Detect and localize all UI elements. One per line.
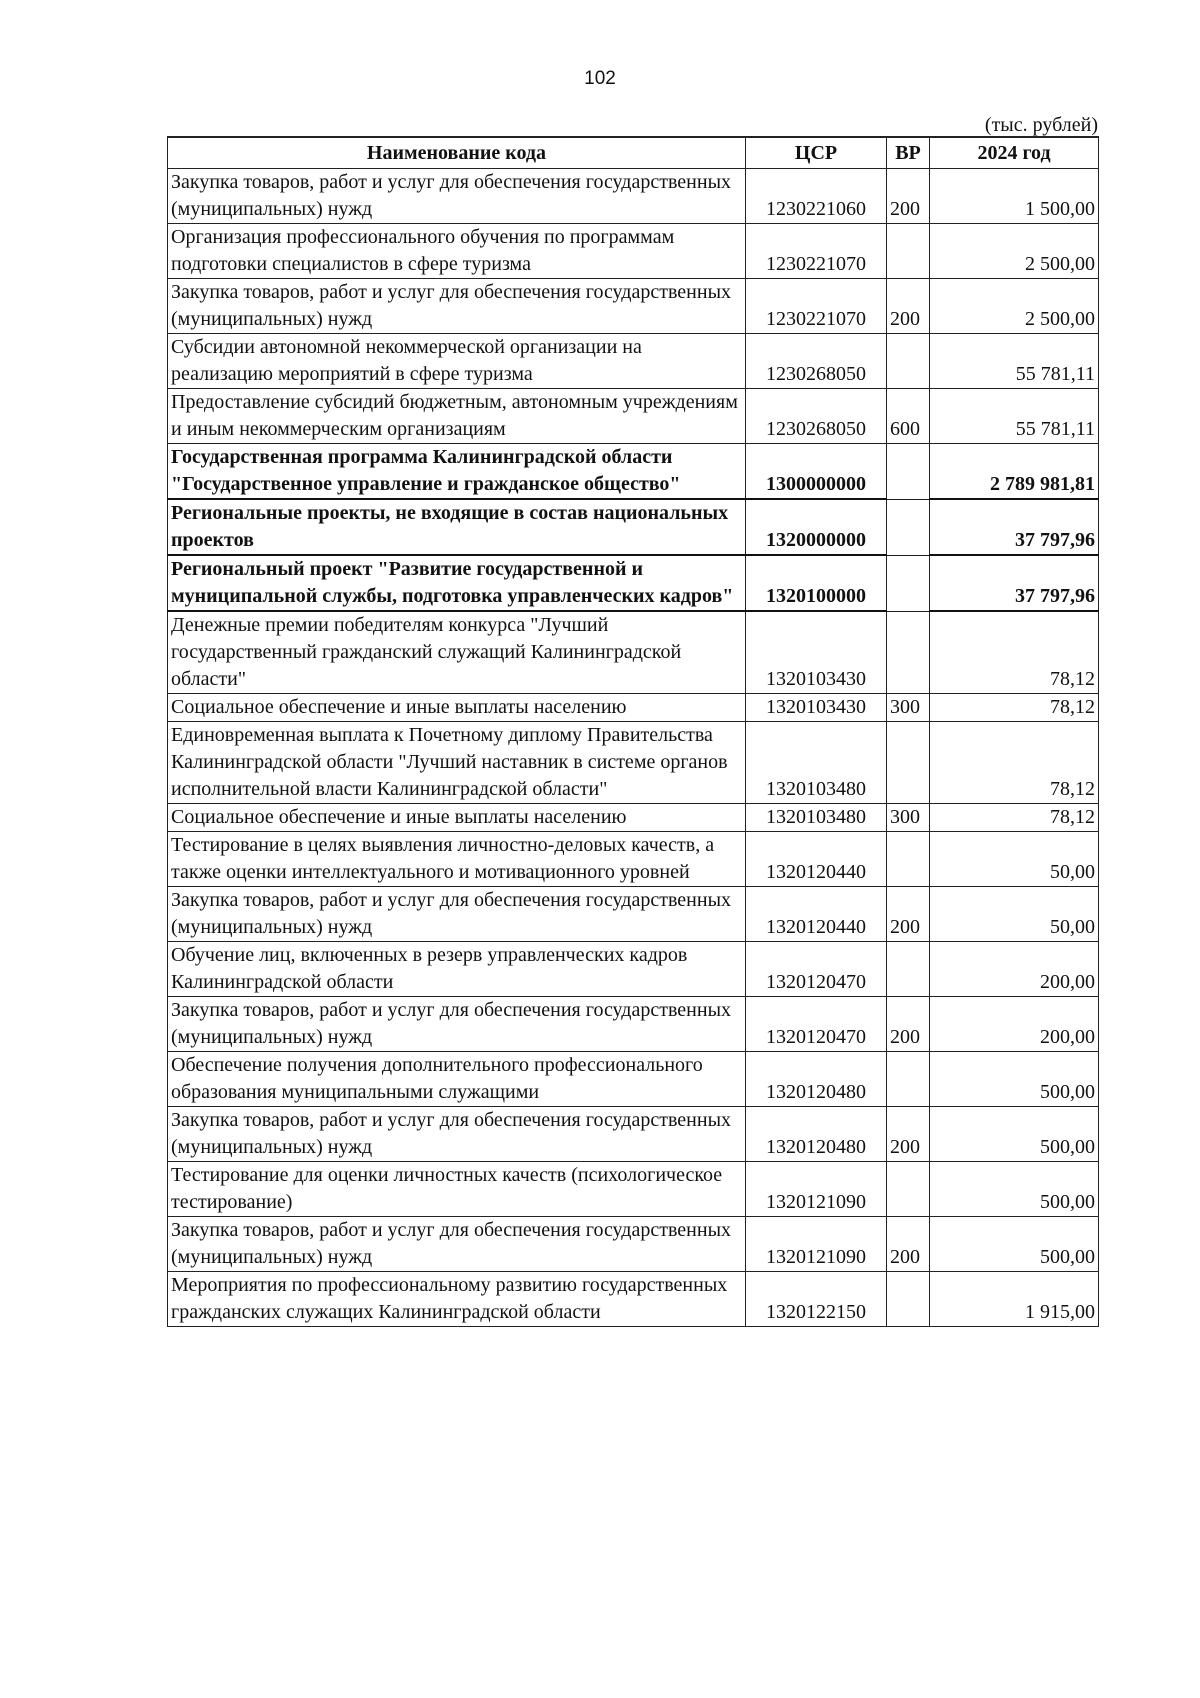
row-vr [887, 611, 930, 694]
row-sum: 500,00 [930, 1217, 1099, 1272]
row-sum: 500,00 [930, 1052, 1099, 1107]
row-sum: 1 500,00 [930, 169, 1099, 224]
row-vr: 300 [887, 694, 930, 722]
page-number: 102 [584, 68, 616, 89]
row-vr [887, 832, 930, 887]
row-sum: 50,00 [930, 887, 1099, 942]
row-vr: 300 [887, 804, 930, 832]
row-vr [887, 444, 930, 500]
row-sum: 200,00 [930, 942, 1099, 997]
row-sum: 2 789 981,81 [930, 444, 1099, 500]
header-name: Наименование кода [168, 137, 746, 169]
row-csr: 1230268050 [746, 389, 887, 444]
row-vr [887, 1052, 930, 1107]
row-csr: 1320000000 [746, 499, 887, 555]
row-vr: 200 [887, 887, 930, 942]
row-name: Закупка товаров, работ и услуг для обеспечения государственных (муниципальных) нужд [168, 279, 746, 334]
table-row [168, 722, 1099, 804]
row-name: Обучение лиц, включенных в резерв управленческих кадров Калининградской области [168, 942, 746, 997]
row-name: Региональные проекты, не входящие в состав национальных проектов [168, 499, 746, 555]
row-csr: 1320120470 [746, 942, 887, 997]
row-csr: 1320121090 [746, 1162, 887, 1217]
table-row [168, 997, 1099, 1052]
row-name: Закупка товаров, работ и услуг для обеспечения государственных (муниципальных) нужд [168, 169, 746, 224]
row-sum: 55 781,11 [930, 389, 1099, 444]
row-vr [887, 722, 930, 804]
row-csr: 1230221070 [746, 279, 887, 334]
row-vr: 200 [887, 1217, 930, 1272]
row-csr: 1320120470 [746, 997, 887, 1052]
row-vr [887, 555, 930, 611]
row-name: Денежные премии победителям конкурса "Лучший государственный гражданский служащий Калининградской области" [168, 611, 746, 694]
row-sum: 2 500,00 [930, 279, 1099, 334]
row-csr: 1230221070 [746, 224, 887, 279]
budget-table [167, 136, 1099, 1327]
table-row [168, 694, 1099, 722]
table-row [168, 1052, 1099, 1107]
row-sum: 78,12 [930, 722, 1099, 804]
row-csr: 1320103430 [746, 611, 887, 694]
header-csr: ЦСР [746, 137, 887, 169]
table-row [168, 1162, 1099, 1217]
table-row [168, 1107, 1099, 1162]
row-sum: 200,00 [930, 997, 1099, 1052]
table-row [168, 389, 1099, 444]
table-row [168, 1217, 1099, 1272]
row-vr [887, 1162, 930, 1217]
row-sum: 500,00 [930, 1162, 1099, 1217]
table-row [168, 279, 1099, 334]
row-vr: 200 [887, 1107, 930, 1162]
units-label: (тыс. рублей) [984, 114, 1098, 136]
row-csr: 1320120440 [746, 832, 887, 887]
row-name: Социальное обеспечение и иные выплаты населению [168, 804, 746, 832]
row-csr: 1320122150 [746, 1272, 887, 1327]
row-vr [887, 942, 930, 997]
table-row [168, 224, 1099, 279]
row-csr: 1320100000 [746, 555, 887, 611]
header-vr: ВР [887, 137, 930, 169]
row-vr [887, 334, 930, 389]
row-name: Закупка товаров, работ и услуг для обеспечения государственных (муниципальных) нужд [168, 997, 746, 1052]
row-csr: 1320120440 [746, 887, 887, 942]
row-sum: 78,12 [930, 694, 1099, 722]
row-name: Единовременная выплата к Почетному диплому Правительства Калининградской области "Лучший наставник в системе органов исполнительной власти Калининградской области" [168, 722, 746, 804]
row-sum: 37 797,96 [930, 555, 1099, 611]
table-row [168, 611, 1099, 694]
row-vr [887, 499, 930, 555]
table-row [168, 832, 1099, 887]
row-sum: 2 500,00 [930, 224, 1099, 279]
table-row [168, 499, 1099, 555]
row-csr: 1320120480 [746, 1107, 887, 1162]
row-csr: 1320103480 [746, 804, 887, 832]
table-row [168, 1272, 1099, 1327]
row-name: Предоставление субсидий бюджетным, автономным учреждениям и иным некоммерческим организациям [168, 389, 746, 444]
table-row [168, 444, 1099, 500]
row-name: Тестирование в целях выявления личностно-деловых качеств, а также оценки интеллектуального и мотивационного уровней [168, 832, 746, 887]
row-name: Обеспечение получения дополнительного профессионального образования муниципальными служащими [168, 1052, 746, 1107]
row-name: Закупка товаров, работ и услуг для обеспечения государственных (муниципальных) нужд [168, 887, 746, 942]
row-name: Субсидии автономной некоммерческой организации на реализацию мероприятий в сфере туризма [168, 334, 746, 389]
row-name: Организация профессионального обучения по программам подготовки специалистов в сфере туризма [168, 224, 746, 279]
table-row [168, 942, 1099, 997]
row-vr: 600 [887, 389, 930, 444]
row-name: Государственная программа Калининградской области "Государственное управление и гражданское общество" [168, 444, 746, 500]
row-vr: 200 [887, 279, 930, 334]
row-sum: 78,12 [930, 611, 1099, 694]
row-sum: 37 797,96 [930, 499, 1099, 555]
table-row [168, 887, 1099, 942]
header-year: 2024 год [930, 137, 1099, 169]
table-row [168, 169, 1099, 224]
row-vr [887, 1272, 930, 1327]
table-header-row [168, 137, 1099, 169]
row-vr: 200 [887, 997, 930, 1052]
row-name: Социальное обеспечение и иные выплаты населению [168, 694, 746, 722]
row-csr: 1320120480 [746, 1052, 887, 1107]
row-name: Мероприятия по профессиональному развитию государственных гражданских служащих Калининградской области [168, 1272, 746, 1327]
row-name: Региональный проект "Развитие государственной и муниципальной службы, подготовка управленческих кадров" [168, 555, 746, 611]
row-sum: 55 781,11 [930, 334, 1099, 389]
table-row [168, 555, 1099, 611]
row-name: Закупка товаров, работ и услуг для обеспечения государственных (муниципальных) нужд [168, 1217, 746, 1272]
table-row [168, 334, 1099, 389]
row-csr: 1230221060 [746, 169, 887, 224]
row-sum: 78,12 [930, 804, 1099, 832]
row-sum: 1 915,00 [930, 1272, 1099, 1327]
row-vr [887, 224, 930, 279]
row-csr: 1320103480 [746, 722, 887, 804]
table-row [168, 804, 1099, 832]
row-csr: 1320121090 [746, 1217, 887, 1272]
row-sum: 500,00 [930, 1107, 1099, 1162]
row-vr: 200 [887, 169, 930, 224]
row-name: Закупка товаров, работ и услуг для обеспечения государственных (муниципальных) нужд [168, 1107, 746, 1162]
row-csr: 1230268050 [746, 334, 887, 389]
row-sum: 50,00 [930, 832, 1099, 887]
row-csr: 1320103430 [746, 694, 887, 722]
row-name: Тестирование для оценки личностных качеств (психологическое тестирование) [168, 1162, 746, 1217]
table-body [168, 169, 1099, 1327]
row-csr: 1300000000 [746, 444, 887, 500]
